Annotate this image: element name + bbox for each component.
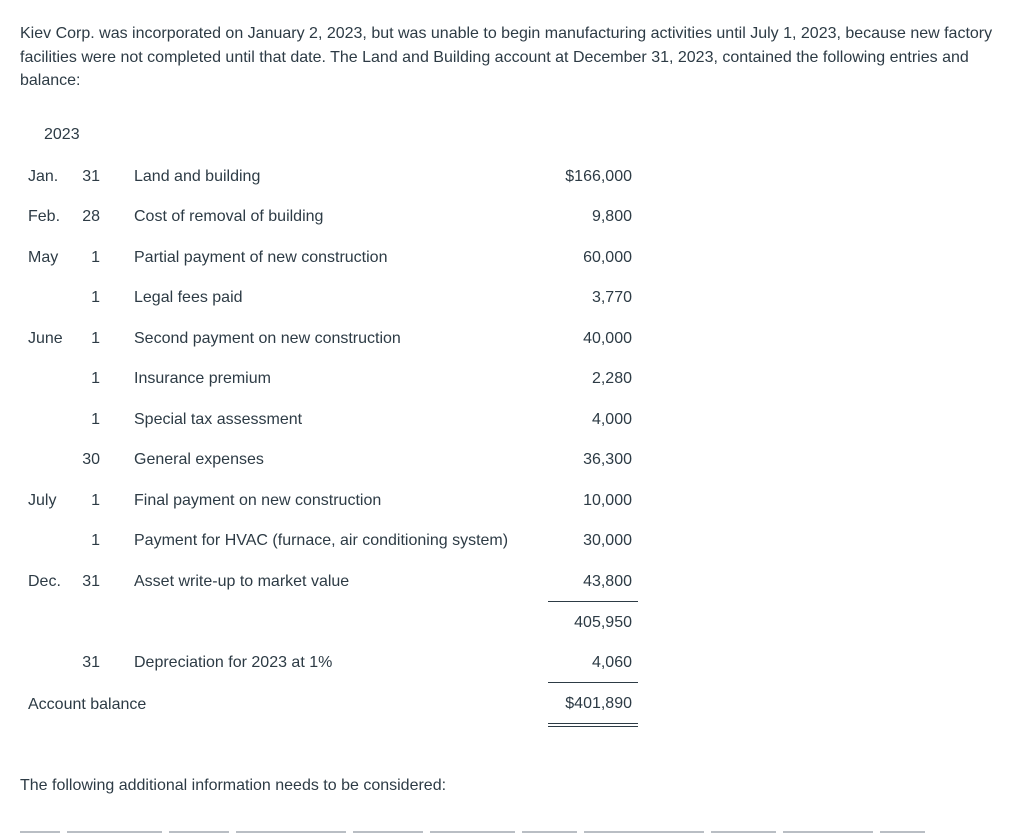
depreciation-row [0, 651, 660, 675]
entry-day: 28 [82, 208, 100, 225]
entry-description: Payment for HVAC (furnace, air conditioning system) [134, 532, 509, 549]
entry-month: Feb. [28, 208, 61, 225]
account-balance-label: Account balance [28, 696, 147, 713]
entry-day: 1 [91, 289, 100, 306]
ledger-row [0, 286, 660, 310]
ledger-row [0, 327, 660, 351]
entry-day: 1 [91, 492, 100, 509]
entry-amount: 30,000 [583, 532, 632, 549]
entry-amount: 9,800 [591, 208, 632, 225]
ledger-row [0, 165, 660, 189]
account-balance-amount: $401,890 [565, 695, 632, 712]
entry-amount: 4,000 [591, 411, 632, 428]
balance-rule [548, 682, 638, 683]
ledger-row [0, 570, 660, 594]
entry-amount: 3,770 [591, 289, 632, 306]
entry-description: Legal fees paid [134, 289, 243, 306]
entry-description: Insurance premium [134, 370, 271, 387]
entry-day: 31 [82, 573, 100, 590]
entry-day: 30 [82, 451, 100, 468]
ledger-row [0, 489, 660, 513]
entry-description: Asset write-up to market value [134, 573, 350, 590]
subtotal-amount: 405,950 [574, 614, 632, 631]
ledger-row [0, 408, 660, 432]
entry-month: Dec. [28, 573, 61, 590]
entry-description: Final payment on new construction [134, 492, 382, 509]
entry-day: 1 [91, 249, 100, 266]
ledger-row [0, 205, 660, 229]
entry-description: Second payment on new construction [134, 330, 401, 347]
entry-day: 1 [91, 532, 100, 549]
ledger-row [0, 448, 660, 472]
entry-month: Jan. [28, 168, 59, 185]
entry-amount: 10,000 [583, 492, 632, 509]
entry-description: Depreciation for 2023 at 1% [134, 654, 333, 671]
entry-amount: 40,000 [583, 330, 632, 347]
entry-amount: 4,060 [591, 654, 632, 671]
entry-amount: 60,000 [583, 249, 632, 266]
cutoff-text-fragment [20, 826, 1000, 835]
entry-day: 1 [91, 411, 100, 428]
entry-amount: 2,280 [591, 370, 632, 387]
entry-amount: 36,300 [583, 451, 632, 468]
entry-month: July [28, 492, 57, 509]
entry-day: 1 [91, 330, 100, 347]
entry-day: 31 [82, 654, 100, 671]
additional-info-note: The following additional information needs to be considered: [20, 777, 447, 794]
ledger-year: 2023 [44, 126, 80, 143]
subtotal-rule [548, 601, 638, 602]
ledger-row [0, 246, 660, 270]
entry-day: 31 [82, 168, 100, 185]
double-underline [548, 723, 638, 727]
ledger-row [0, 529, 660, 553]
entry-amount: $166,000 [565, 168, 632, 185]
entry-description: Land and building [134, 168, 261, 185]
entry-month: June [28, 330, 63, 347]
problem-intro-text: Kiev Corp. was incorporated on January 2, 2023, but was unable to begin manufacturing activities until July 1, 2023, because new factory facilities were not completed until that date. The Land and Building account at December 31, 2023, contained the following entries and balance: [20, 25, 993, 89]
entry-description: Cost of removal of building [134, 208, 324, 225]
entry-description: General expenses [134, 451, 264, 468]
entry-month: May [28, 249, 59, 266]
ledger-row [0, 367, 660, 391]
entry-description: Special tax assessment [134, 411, 303, 428]
entry-amount: 43,800 [583, 573, 632, 590]
entry-description: Partial payment of new construction [134, 249, 388, 266]
entry-day: 1 [91, 370, 100, 387]
